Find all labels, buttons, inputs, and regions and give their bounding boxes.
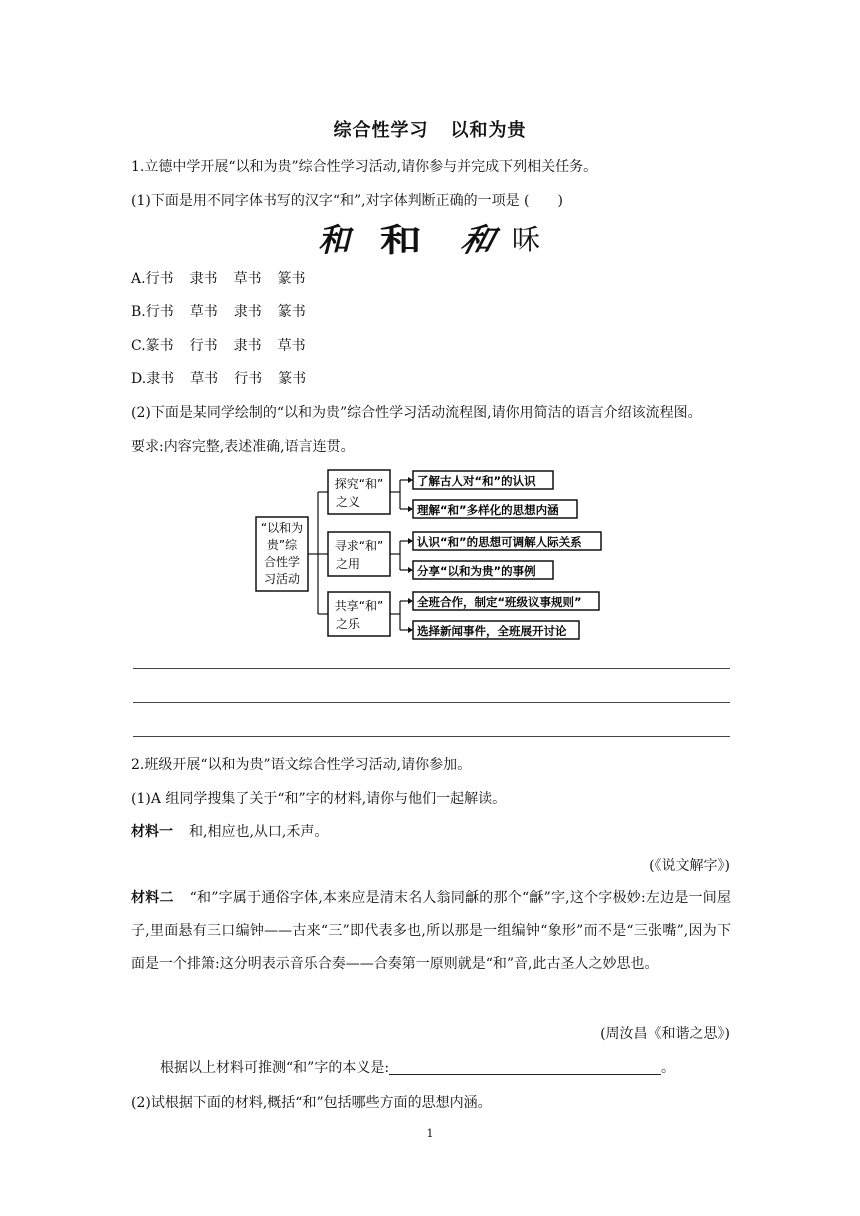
- page-number: 1: [426, 1127, 434, 1140]
- q1-stem: 1.立德中学开展“以和为贵”综合性学习活动,请你参与并完成下列相关任务。: [131, 159, 598, 175]
- answer-line-2[interactable]: [133, 702, 730, 703]
- flow-root-text-3: 合性学: [263, 555, 301, 569]
- material-2-text: “和”字属于通俗字体,本来应是清末名人翁同龢的那个“龢”字,这个字极妙:左边是一间屋子,里面悬有三口编钟——古来“三”即代表多也,所以那是一组编钟“象形”而不是“三张嘴”,因为下面是一个排箫:这分明表示音乐合奏——合奏第一原则就是“和”音,此古圣人之妙思也。: [131, 890, 732, 972]
- option-b[interactable]: B.行书 草书 隶书 篆书: [131, 304, 306, 320]
- flow-leaf-1-1-text: 了解古人对“和”的认识: [417, 474, 536, 488]
- title-part2: 以和为贵: [450, 120, 527, 141]
- flow-branch-3-title-2: 之乐: [335, 617, 361, 631]
- q1-sub2-line1: (2)下面是某同学绘制的“以和为贵”综合性学习活动流程图,请你用简洁的语言介绍该流程图。: [131, 405, 702, 421]
- q2-stem: 2.班级开展“以和为贵”语文综合性学习活动,请你参加。: [131, 757, 472, 773]
- material-2-label: 材料二: [131, 890, 174, 906]
- flow-leaf-3-1-text: 全班合作，制定“班级议事规则”: [417, 595, 582, 609]
- option-a[interactable]: A.行书 隶书 草书 篆书: [131, 271, 306, 287]
- answer-line-3[interactable]: [133, 736, 730, 737]
- material-2: [131, 882, 731, 981]
- flow-leaf-3-2-text: 选择新闻事件，全班展开讨论: [417, 624, 567, 638]
- option-c[interactable]: C.篆书 行书 隶书 草书: [131, 338, 306, 354]
- q1-sub1: (1)下面是用不同字体书写的汉字“和”,对字体判断正确的一项是 ( ): [131, 193, 563, 209]
- answer-line-1[interactable]: [133, 668, 730, 669]
- infer-blank[interactable]: [389, 1060, 661, 1075]
- flow-branch-1-title-2: 之义: [335, 495, 361, 509]
- flow-root-text-1: “以和为: [260, 521, 304, 535]
- material-2-source: (周汝昌《和谐之思》): [600, 1026, 730, 1042]
- material-1-text: 和,相应也,从口,禾声。: [189, 824, 329, 840]
- q1-sub2-line2: 要求:内容完整,表述准确,语言连贯。: [131, 439, 355, 455]
- material-1-source: (《说文解字》): [649, 858, 730, 874]
- page-title: [0, 116, 860, 142]
- calligraphy-caoshu: 和: [456, 221, 500, 259]
- material-1: [131, 822, 328, 842]
- title-part1: 综合性学习: [333, 120, 429, 141]
- flow-branch-1-title-1: 探究“和”: [334, 477, 384, 491]
- flow-branch-3-title-1: 共享“和”: [334, 599, 384, 613]
- flow-leaf-2-2-text: 分享“以和为贵”的事例: [417, 564, 536, 578]
- option-d[interactable]: D.隶书 草书 行书 篆书: [131, 371, 307, 387]
- flow-leaf-1-2-text: 理解“和”多样化的思想内涵: [417, 503, 559, 517]
- flow-branch-2-title-1: 寻求“和”: [334, 539, 384, 553]
- q2-sub2: (2)试根据下面的材料,概括“和”包括哪些方面的思想内涵。: [131, 1095, 492, 1111]
- flow-root-text-4: 习活动: [263, 572, 301, 586]
- infer-line: 根据以上材料可推测“和”字的本义是: 。: [160, 1060, 676, 1076]
- material-1-label: 材料一: [131, 824, 173, 840]
- calligraphy-xingshu: 和: [318, 221, 351, 259]
- flowchart: [250, 464, 620, 644]
- q2-sub1: (1)A 组同学搜集了关于“和”字的材料,请你与他们一起解读。: [131, 791, 507, 807]
- flow-leaf-2-1-text: 认识“和”的思想可调解人际关系: [417, 535, 582, 549]
- flow-root-text-2: 贵”综: [266, 538, 298, 552]
- calligraphy-lishu: 和: [380, 221, 422, 259]
- flow-branch-2-title-2: 之用: [335, 557, 361, 571]
- infer-text: 根据以上材料可推测“和”字的本义是:: [160, 1060, 390, 1076]
- calligraphy-zhuanshu: 咊: [512, 223, 541, 256]
